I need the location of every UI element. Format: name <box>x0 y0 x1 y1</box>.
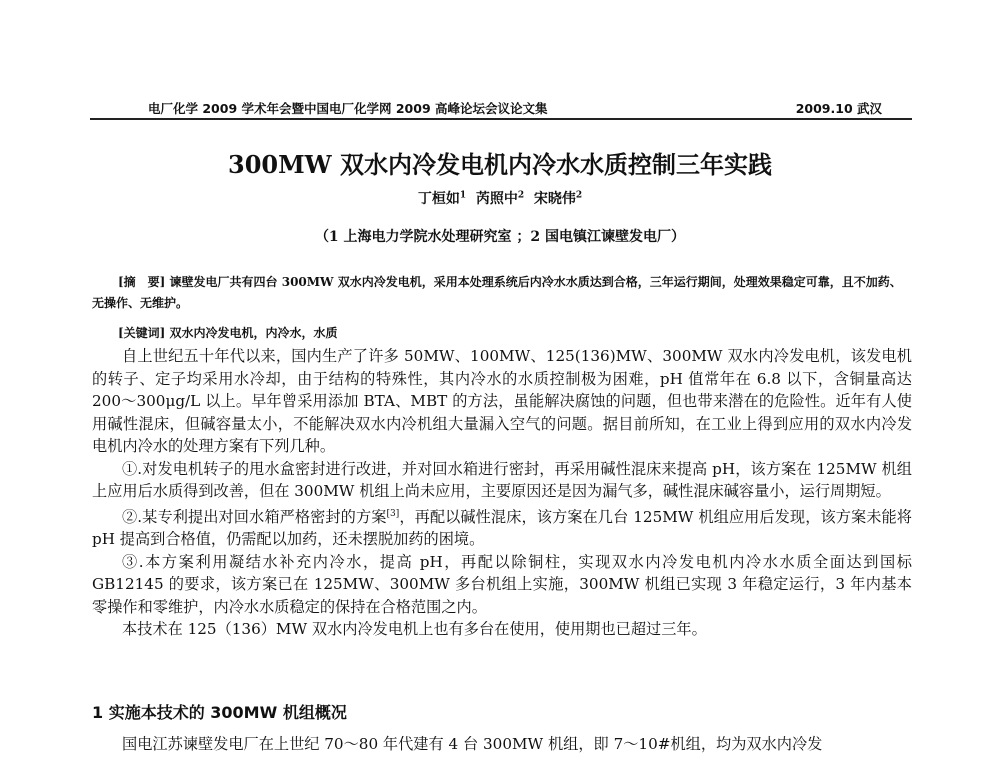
abstract-text: 谏壁发电厂共有四台 300MW 双水内冷发电机，采用本处理系统后内冷水水质达到合格，三年运行期间，处理效果稳定可靠，且不加药、无操作、无维护。 <box>92 275 902 310</box>
author-affil-mark: 2 <box>517 190 525 201</box>
paragraph-text: ②.某专利提出对回水箱严格密封的方案 <box>122 507 387 526</box>
section-heading: 1 实施本技术的 300MW 机组概况 <box>92 703 347 722</box>
author-affil-mark: 2 <box>575 190 583 201</box>
paragraph: ①.对发电机转子的甩水盒密封进行改进，并对回水箱进行密封，再采用碱性混床来提高 pH，该方案在 125MW 机组上应用后水质得到改善，但在 300MW 机组上尚未应用，主要原因还是因为漏气多，碱性混床碱容量小，运行周期短。 <box>92 459 912 500</box>
header-date-location: 2009.10 武汉 <box>795 101 882 116</box>
paragraph-text: ，再配以碱性混床，该方案在几台 125MW 机组应用后发现，该方案未能将 pH 提高到合格值，仍需配以加药，还未摆脱加药的困境。 <box>92 507 912 549</box>
paper-title: 300MW 双水内冷发电机内冷水水质控制三年实践 <box>228 150 772 179</box>
author-name: 宋晓伟 <box>533 191 576 207</box>
running-header <box>90 96 912 120</box>
author-affil-mark: 1 <box>459 190 467 201</box>
keywords-label: [关键词] <box>118 326 166 340</box>
paragraph: ③.本方案利用凝结水补充内冷水，提高 pH，再配以除铜柱，实现双水内冷发电机内冷水水质全面达到国标 GB12145 的要求，该方案已在 125MW、300MW 多台机组上实施，300MW 机组已实现 3 年稳定运行，3 年内基本零操作和零维护，内冷水水质稳定的保持在合格范围之内。 <box>92 552 912 616</box>
paragraph: 本技术在 125（136）MW 双水内冷发电机上也有多台在使用，使用期也已超过三年。 <box>122 620 707 639</box>
author-list <box>0 188 1000 208</box>
keywords-text: 双水内冷发电机，内冷水，水质 <box>169 326 338 340</box>
keywords <box>118 324 898 341</box>
abstract <box>92 272 912 314</box>
affiliation: （1 上海电力学院水处理研究室 ；2 国电镇江谏壁发电厂） <box>314 229 686 245</box>
paragraph: 国电江苏谏壁发电厂在上世纪 70～80 年代建有 4 台 300MW 机组，即 7～10#机组，均为双水内冷发 <box>122 735 823 753</box>
paragraph <box>92 503 912 551</box>
citation-ref: [3] <box>386 508 400 519</box>
header-proceedings: 电厂化学 2009 学术年会暨中国电厂化学网 2009 高峰论坛会议论文集 <box>148 101 548 116</box>
body-text <box>92 345 912 641</box>
author-name: 芮照中 <box>475 191 518 207</box>
paragraph: 自上世纪五十年代以来，国内生产了许多 50MW、100MW、125(136)MW、300MW 双水内冷发电机，该发电机的转子、定子均采用水冷却，由于结构的特殊性，其内冷水的水质控制极为困难，pH 值常年在 6.8 以下，含铜量高达 200～300μg/L 以上。早年曾采用添加 BTA、MBT 的方法，虽能解决腐蚀的问题，但也带来潜在的危险性。近年有人使用碱性混床，但碱容量太小，不能解决双水内冷机组大量漏入空气的问题。据目前所知，在工业上得到应用的双水内冷发电机内冷水的处理方案有下列几种。 <box>92 347 912 455</box>
abstract-label: [摘 要] <box>118 275 166 289</box>
author-name: 丁桓如 <box>417 191 460 207</box>
